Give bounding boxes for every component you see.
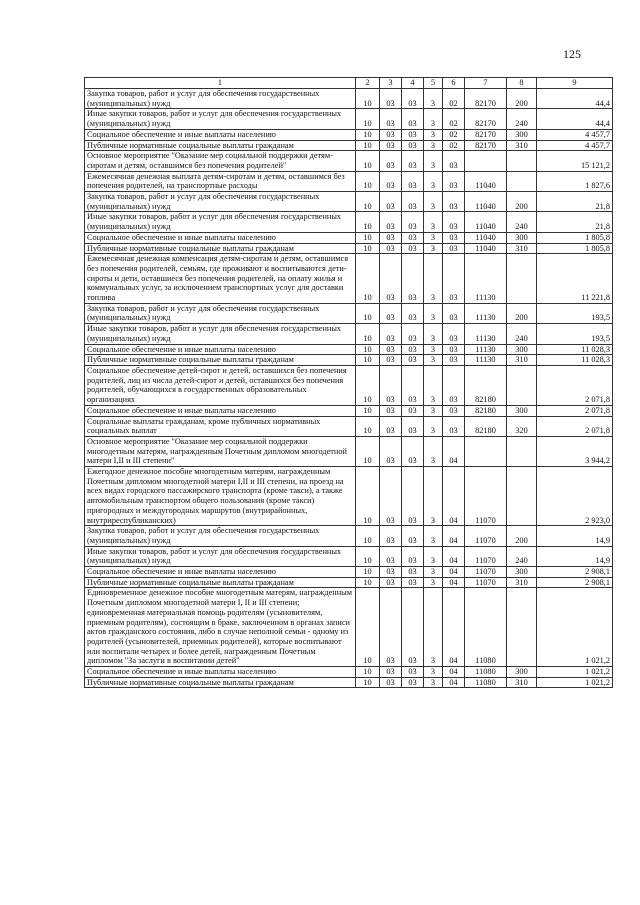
row-code-cell: 10 <box>356 344 380 355</box>
row-code-cell: 03 <box>402 526 424 546</box>
table-row <box>85 303 613 323</box>
row-name-cell: Публичные нормативные социальные выплаты гражданам <box>85 243 356 254</box>
row-code-cell: 3 <box>424 129 443 140</box>
row-name-cell: Социальные выплаты гражданам, кроме публичных нормативных социальных выплат <box>85 416 356 436</box>
row-code-cell: 10 <box>356 109 380 129</box>
row-amount-cell: 4 457,7 <box>537 129 613 140</box>
budget-table <box>84 77 613 688</box>
row-code-cell: 10 <box>356 232 380 243</box>
row-code-cell: 03 <box>443 365 465 405</box>
row-code-cell: 02 <box>443 109 465 129</box>
row-code-cell: 3 <box>424 526 443 546</box>
row-code-cell: 310 <box>507 140 537 151</box>
row-code-cell: 03 <box>380 140 402 151</box>
row-code-cell: 10 <box>356 355 380 366</box>
row-code-cell: 03 <box>402 192 424 212</box>
row-amount-cell: 4 457,7 <box>537 140 613 151</box>
table-row <box>85 546 613 566</box>
row-code-cell: 11040 <box>465 232 507 243</box>
row-code-cell: 10 <box>356 151 380 171</box>
row-code-cell: 03 <box>443 405 465 416</box>
row-code-cell: 10 <box>356 567 380 578</box>
row-code-cell <box>507 588 537 667</box>
row-code-cell: 03 <box>402 436 424 466</box>
table-row <box>85 577 613 588</box>
row-code-cell: 03 <box>380 109 402 129</box>
row-code-cell: 11040 <box>465 212 507 232</box>
row-code-cell: 10 <box>356 588 380 667</box>
table-row <box>85 467 613 526</box>
row-code-cell: 03 <box>402 546 424 566</box>
row-code-cell: 3 <box>424 212 443 232</box>
row-code-cell: 3 <box>424 677 443 688</box>
row-amount-cell: 1 805,8 <box>537 232 613 243</box>
row-code-cell: 03 <box>402 243 424 254</box>
row-amount-cell: 2 908,1 <box>537 577 613 588</box>
row-code-cell: 03 <box>380 526 402 546</box>
row-amount-cell: 2 071,8 <box>537 405 613 416</box>
row-code-cell: 03 <box>402 344 424 355</box>
row-amount-cell: 1 021,2 <box>537 677 613 688</box>
row-code-cell <box>507 151 537 171</box>
row-code-cell: 04 <box>443 677 465 688</box>
row-amount-cell: 3 944,2 <box>537 436 613 466</box>
row-code-cell: 03 <box>402 109 424 129</box>
table-row <box>85 109 613 129</box>
row-code-cell: 11070 <box>465 577 507 588</box>
table-row <box>85 436 613 466</box>
row-code-cell: 10 <box>356 416 380 436</box>
row-code-cell: 03 <box>380 151 402 171</box>
row-code-cell: 200 <box>507 303 537 323</box>
row-code-cell: 11080 <box>465 667 507 678</box>
row-name-cell: Социальное обеспечение и иные выплаты населению <box>85 667 356 678</box>
column-header: 1 <box>85 78 356 89</box>
row-name-cell: Ежемесячная денежная выплата детям-сиротам и детям, оставшимся без попечения родителей, на транспортные расходы <box>85 171 356 191</box>
row-amount-cell: 193,5 <box>537 303 613 323</box>
row-code-cell: 02 <box>443 89 465 109</box>
row-code-cell: 10 <box>356 667 380 678</box>
row-code-cell: 300 <box>507 405 537 416</box>
row-code-cell: 04 <box>443 526 465 546</box>
row-code-cell: 11130 <box>465 344 507 355</box>
row-code-cell: 03 <box>443 192 465 212</box>
row-code-cell: 3 <box>424 324 443 344</box>
row-code-cell: 04 <box>443 667 465 678</box>
row-code-cell: 10 <box>356 546 380 566</box>
row-amount-cell: 2 071,8 <box>537 365 613 405</box>
row-code-cell: 3 <box>424 365 443 405</box>
page-number: 125 <box>563 47 581 61</box>
row-name-cell: Закупка товаров, работ и услуг для обеспечения государственных (муниципальных) нужд <box>85 89 356 109</box>
table-row <box>85 677 613 688</box>
row-code-cell: 03 <box>402 171 424 191</box>
row-code-cell: 3 <box>424 89 443 109</box>
row-code-cell: 10 <box>356 365 380 405</box>
row-code-cell: 03 <box>402 140 424 151</box>
row-name-cell: Социальное обеспечение и иные выплаты населению <box>85 129 356 140</box>
row-code-cell: 03 <box>380 588 402 667</box>
row-code-cell: 03 <box>443 243 465 254</box>
row-code-cell: 11070 <box>465 546 507 566</box>
row-amount-cell: 1 827,6 <box>537 171 613 191</box>
row-code-cell <box>507 436 537 466</box>
row-code-cell: 310 <box>507 677 537 688</box>
row-code-cell: 10 <box>356 436 380 466</box>
column-header: 6 <box>443 78 465 89</box>
row-code-cell: 03 <box>402 567 424 578</box>
row-code-cell: 11130 <box>465 303 507 323</box>
row-code-cell: 03 <box>443 232 465 243</box>
row-code-cell: 200 <box>507 89 537 109</box>
row-code-cell: 03 <box>443 324 465 344</box>
row-name-cell: Публичные нормативные социальные выплаты гражданам <box>85 577 356 588</box>
row-code-cell: 03 <box>402 588 424 667</box>
row-code-cell: 11130 <box>465 355 507 366</box>
row-code-cell: 02 <box>443 140 465 151</box>
row-code-cell: 10 <box>356 212 380 232</box>
row-code-cell: 03 <box>380 344 402 355</box>
row-amount-cell: 2 908,1 <box>537 567 613 578</box>
row-name-cell: Иные закупки товаров, работ и услуг для обеспечения государственных (муниципальных) нужд <box>85 109 356 129</box>
row-code-cell: 240 <box>507 324 537 344</box>
row-name-cell: Основное мероприятие "Оказание мер социальной поддержки детям-сиротам и детям, оставшимся без попечения родителей" <box>85 151 356 171</box>
row-code-cell <box>507 467 537 526</box>
row-code-cell: 03 <box>380 667 402 678</box>
row-code-cell: 3 <box>424 355 443 366</box>
row-amount-cell: 1 805,8 <box>537 243 613 254</box>
row-code-cell: 03 <box>443 303 465 323</box>
row-code-cell: 03 <box>402 577 424 588</box>
row-code-cell: 10 <box>356 677 380 688</box>
row-code-cell: 03 <box>402 416 424 436</box>
column-header: 3 <box>380 78 402 89</box>
table-row <box>85 254 613 304</box>
row-code-cell: 10 <box>356 89 380 109</box>
row-code-cell: 03 <box>443 151 465 171</box>
row-code-cell: 300 <box>507 667 537 678</box>
table-header-row <box>85 78 613 89</box>
column-header: 4 <box>402 78 424 89</box>
row-code-cell: 320 <box>507 416 537 436</box>
row-code-cell: 04 <box>443 546 465 566</box>
table-row <box>85 89 613 109</box>
row-code-cell: 03 <box>380 303 402 323</box>
row-code-cell: 310 <box>507 577 537 588</box>
row-name-cell: Иные закупки товаров, работ и услуг для обеспечения государственных (муниципальных) нужд <box>85 324 356 344</box>
row-code-cell: 03 <box>402 151 424 171</box>
row-code-cell: 03 <box>402 129 424 140</box>
table-row <box>85 365 613 405</box>
row-code-cell: 3 <box>424 254 443 304</box>
row-code-cell: 11080 <box>465 677 507 688</box>
row-code-cell: 300 <box>507 129 537 140</box>
row-code-cell: 10 <box>356 324 380 344</box>
row-code-cell: 11040 <box>465 192 507 212</box>
row-code-cell: 82180 <box>465 405 507 416</box>
row-code-cell: 02 <box>443 129 465 140</box>
row-code-cell: 03 <box>380 416 402 436</box>
row-code-cell: 03 <box>402 89 424 109</box>
row-code-cell: 03 <box>380 577 402 588</box>
row-code-cell: 3 <box>424 567 443 578</box>
row-code-cell: 03 <box>380 243 402 254</box>
row-code-cell: 03 <box>380 254 402 304</box>
row-code-cell: 3 <box>424 232 443 243</box>
row-code-cell: 03 <box>380 467 402 526</box>
row-name-cell: Социальное обеспечение и иные выплаты населению <box>85 232 356 243</box>
row-code-cell <box>507 254 537 304</box>
row-code-cell: 03 <box>402 355 424 366</box>
row-code-cell: 200 <box>507 526 537 546</box>
row-code-cell: 11070 <box>465 567 507 578</box>
row-code-cell: 10 <box>356 254 380 304</box>
row-code-cell: 3 <box>424 344 443 355</box>
table-row <box>85 416 613 436</box>
row-name-cell: Публичные нормативные социальные выплаты гражданам <box>85 140 356 151</box>
row-code-cell: 03 <box>402 232 424 243</box>
row-code-cell: 3 <box>424 577 443 588</box>
row-code-cell: 82170 <box>465 89 507 109</box>
row-code-cell: 10 <box>356 405 380 416</box>
row-code-cell: 10 <box>356 129 380 140</box>
row-code-cell: 03 <box>402 212 424 232</box>
row-name-cell: Социальное обеспечение и иные выплаты населению <box>85 344 356 355</box>
row-code-cell: 240 <box>507 546 537 566</box>
row-name-cell: Ежемесячная денежная компенсация детям-сиротам и детям, оставшимся без попечения родителей, семьям, где проживают и воспитываются дети-сироты и дети, оставшиеся без попечения родителей, на оплату жилья и коммунальных услуг, за исключением транспортных услуг для доставки топлива <box>85 254 356 304</box>
row-amount-cell: 1 021,2 <box>537 588 613 667</box>
row-code-cell: 3 <box>424 467 443 526</box>
row-code-cell: 03 <box>380 546 402 566</box>
row-amount-cell: 1 021,2 <box>537 667 613 678</box>
row-name-cell: Единовременное денежное пособие многодетным матерям, награжденным Почетным дипломом многодетной матери I, II и III степени; единовременная материальная помощь родителям (усыновителям, приемным родителям), состоящим в браке, заключенном в органах записи актов гражданского состояния, либо в случае неполной семьи - одному из родителей (усыновителей, приемных родителей), которые воспитывают или воспитали четырех и более детей, награжденным Почетным дипломом "За заслуги в воспитании детей" <box>85 588 356 667</box>
row-amount-cell: 193,5 <box>537 324 613 344</box>
row-code-cell: 3 <box>424 405 443 416</box>
row-code-cell: 03 <box>443 416 465 436</box>
row-code-cell: 03 <box>443 254 465 304</box>
row-code-cell: 11130 <box>465 324 507 344</box>
row-code-cell: 300 <box>507 344 537 355</box>
column-header: 2 <box>356 78 380 89</box>
row-code-cell: 03 <box>380 192 402 212</box>
row-code-cell: 03 <box>380 171 402 191</box>
row-code-cell: 3 <box>424 140 443 151</box>
row-code-cell: 3 <box>424 436 443 466</box>
row-code-cell: 3 <box>424 109 443 129</box>
row-code-cell: 3 <box>424 151 443 171</box>
row-code-cell: 03 <box>380 365 402 405</box>
row-amount-cell: 44,4 <box>537 109 613 129</box>
row-code-cell: 11070 <box>465 526 507 546</box>
row-code-cell: 10 <box>356 171 380 191</box>
table-row <box>85 405 613 416</box>
table-row <box>85 526 613 546</box>
row-code-cell: 11080 <box>465 588 507 667</box>
row-code-cell: 11040 <box>465 171 507 191</box>
row-code-cell: 03 <box>380 355 402 366</box>
row-amount-cell: 2 071,8 <box>537 416 613 436</box>
table-row <box>85 212 613 232</box>
row-name-cell: Закупка товаров, работ и услуг для обеспечения государственных (муниципальных) нужд <box>85 192 356 212</box>
row-code-cell: 10 <box>356 140 380 151</box>
row-name-cell: Иные закупки товаров, работ и услуг для обеспечения государственных (муниципальных) нужд <box>85 546 356 566</box>
row-amount-cell: 44,4 <box>537 89 613 109</box>
column-header: 8 <box>507 78 537 89</box>
row-code-cell: 200 <box>507 192 537 212</box>
row-code-cell: 04 <box>443 588 465 667</box>
row-name-cell: Закупка товаров, работ и услуг для обеспечения государственных (муниципальных) нужд <box>85 526 356 546</box>
row-amount-cell: 2 923,0 <box>537 467 613 526</box>
row-code-cell: 3 <box>424 243 443 254</box>
row-name-cell: Социальное обеспечение и иные выплаты населению <box>85 567 356 578</box>
row-code-cell: 3 <box>424 303 443 323</box>
row-code-cell: 03 <box>380 405 402 416</box>
row-amount-cell: 11 221,8 <box>537 254 613 304</box>
row-code-cell: 11040 <box>465 243 507 254</box>
row-code-cell: 04 <box>443 436 465 466</box>
row-code-cell: 310 <box>507 243 537 254</box>
row-code-cell: 03 <box>443 212 465 232</box>
row-amount-cell: 14,9 <box>537 526 613 546</box>
table-row <box>85 567 613 578</box>
row-code-cell: 82170 <box>465 140 507 151</box>
row-code-cell: 03 <box>380 677 402 688</box>
row-code-cell: 03 <box>443 344 465 355</box>
row-code-cell: 3 <box>424 171 443 191</box>
table-row <box>85 129 613 140</box>
row-code-cell: 03 <box>380 129 402 140</box>
row-code-cell: 03 <box>402 365 424 405</box>
row-name-cell: Публичные нормативные социальные выплаты гражданам <box>85 677 356 688</box>
table-row <box>85 355 613 366</box>
row-code-cell: 03 <box>402 405 424 416</box>
row-name-cell: Публичные нормативные социальные выплаты гражданам <box>85 355 356 366</box>
row-code-cell: 10 <box>356 467 380 526</box>
row-code-cell: 240 <box>507 109 537 129</box>
row-code-cell: 10 <box>356 526 380 546</box>
row-code-cell: 82180 <box>465 365 507 405</box>
column-header: 7 <box>465 78 507 89</box>
row-amount-cell: 15 121,2 <box>537 151 613 171</box>
row-code-cell: 04 <box>443 567 465 578</box>
table-row <box>85 344 613 355</box>
row-code-cell: 03 <box>380 232 402 243</box>
row-code-cell <box>507 365 537 405</box>
row-code-cell <box>465 436 507 466</box>
row-code-cell: 82170 <box>465 109 507 129</box>
row-code-cell: 3 <box>424 192 443 212</box>
row-code-cell: 10 <box>356 192 380 212</box>
row-amount-cell: 21,8 <box>537 212 613 232</box>
row-code-cell: 82180 <box>465 416 507 436</box>
row-code-cell: 03 <box>380 436 402 466</box>
row-code-cell: 03 <box>402 467 424 526</box>
row-code-cell: 11070 <box>465 467 507 526</box>
row-name-cell: Социальное обеспечение и иные выплаты населению <box>85 405 356 416</box>
row-code-cell: 04 <box>443 577 465 588</box>
table-row <box>85 324 613 344</box>
row-amount-cell: 14,9 <box>537 546 613 566</box>
row-code-cell: 03 <box>443 355 465 366</box>
row-amount-cell: 11 028,3 <box>537 344 613 355</box>
row-code-cell: 240 <box>507 212 537 232</box>
row-code-cell: 03 <box>402 324 424 344</box>
row-code-cell: 03 <box>380 89 402 109</box>
table-row <box>85 232 613 243</box>
row-code-cell: 03 <box>380 567 402 578</box>
column-header: 9 <box>537 78 613 89</box>
row-code-cell: 04 <box>443 467 465 526</box>
row-code-cell: 3 <box>424 546 443 566</box>
row-code-cell: 03 <box>443 171 465 191</box>
row-code-cell: 03 <box>402 254 424 304</box>
row-code-cell: 03 <box>380 324 402 344</box>
row-code-cell: 3 <box>424 416 443 436</box>
row-code-cell <box>507 171 537 191</box>
row-code-cell <box>465 151 507 171</box>
row-code-cell: 3 <box>424 667 443 678</box>
row-code-cell: 03 <box>402 677 424 688</box>
row-amount-cell: 11 028,3 <box>537 355 613 366</box>
row-name-cell: Основное мероприятие "Оказание мер социальной поддержки многодетным матерям, награжденным Почетным дипломом многодетной матери I,II и III степени" <box>85 436 356 466</box>
column-header: 5 <box>424 78 443 89</box>
table-row <box>85 151 613 171</box>
row-code-cell: 10 <box>356 243 380 254</box>
row-amount-cell: 21,8 <box>537 192 613 212</box>
table-row <box>85 140 613 151</box>
row-name-cell: Ежегодное денежное пособие многодетным матерям, награжденным Почетным дипломом многодетной матери I,II и III степени, на проезд на всех видах городского пассажирского транспорта (кроме такси), а также автомобильным транспортом общего пользования (кроме такси) пригородных и междугородных маршрутов (внутрирайонных, внутриреспубликанских) <box>85 467 356 526</box>
row-name-cell: Социальное обеспечение детей-сирот и детей, оставшихся без попечения родителей, лиц из числа детей-сирот и детей, оставшихся без попечения родителей, обучающихся в государственных образовательных организациях <box>85 365 356 405</box>
table-row <box>85 588 613 667</box>
row-code-cell: 10 <box>356 577 380 588</box>
row-code-cell: 300 <box>507 232 537 243</box>
row-code-cell: 10 <box>356 303 380 323</box>
table-row <box>85 192 613 212</box>
row-code-cell: 11130 <box>465 254 507 304</box>
row-name-cell: Закупка товаров, работ и услуг для обеспечения государственных (муниципальных) нужд <box>85 303 356 323</box>
row-code-cell: 82170 <box>465 129 507 140</box>
row-name-cell: Иные закупки товаров, работ и услуг для обеспечения государственных (муниципальных) нужд <box>85 212 356 232</box>
row-code-cell: 300 <box>507 567 537 578</box>
row-code-cell: 03 <box>380 212 402 232</box>
table-row <box>85 243 613 254</box>
table-row <box>85 667 613 678</box>
row-code-cell: 310 <box>507 355 537 366</box>
row-code-cell: 3 <box>424 588 443 667</box>
row-code-cell: 03 <box>402 303 424 323</box>
row-code-cell: 03 <box>402 667 424 678</box>
table-row <box>85 171 613 191</box>
